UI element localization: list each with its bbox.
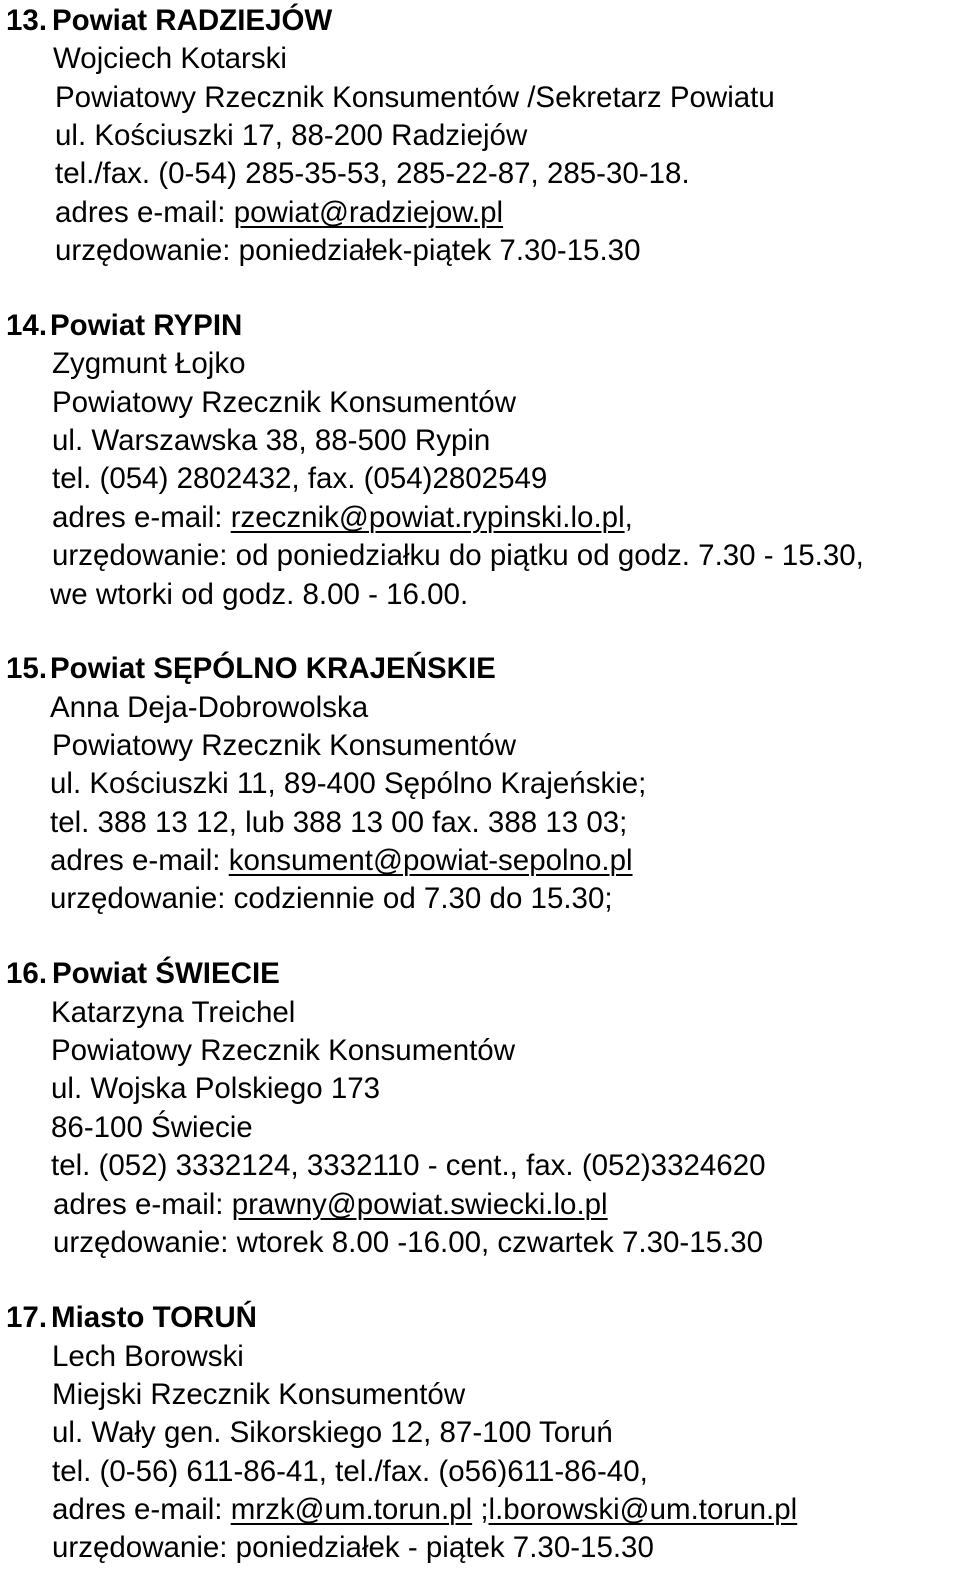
entry-number: 16. xyxy=(6,957,48,990)
email-link[interactable]: rzecznik@powiat.rypinski.lo.pl xyxy=(230,501,625,534)
entry-title: Powiat RYPIN xyxy=(50,309,243,342)
contact-email-line xyxy=(50,842,633,880)
contact-name: Anna Deja-Dobrowolska xyxy=(50,691,369,724)
email-link[interactable]: prawny@powiat.swiecki.lo.pl xyxy=(231,1188,608,1221)
contact-role: Miejski Rzecznik Konsumentów xyxy=(52,1378,466,1411)
entry-title: Powiat ŚWIECIE xyxy=(52,957,280,990)
office-hours: urzędowanie: od poniedziałku do piątku od godz. 7.30 - 15.30, xyxy=(52,539,864,572)
office-hours: urzędowanie: poniedziałek - piątek 7.30-15.30 xyxy=(52,1531,654,1564)
contact-phone: tel. 388 13 12, lub 388 13 00 fax. 388 13 03; xyxy=(50,806,628,839)
entry-number: 15. xyxy=(6,652,48,685)
email-label: adres e-mail: xyxy=(52,501,231,534)
email-link[interactable]: powiat@radziejow.pl xyxy=(233,196,504,229)
contact-name: Wojciech Kotarski xyxy=(53,42,287,75)
contact-email-line xyxy=(55,194,503,232)
contact-address-city: 86-100 Świecie xyxy=(51,1111,253,1144)
contact-email-line xyxy=(53,1186,608,1224)
contact-address: ul. Wojska Polskiego 173 xyxy=(51,1072,381,1105)
email-link-secondary[interactable]: l.borowski@um.torun.pl xyxy=(488,1493,798,1526)
email-label: adres e-mail: xyxy=(50,844,229,877)
entry-number: 17. xyxy=(6,1301,48,1334)
contact-address: ul. Wały gen. Sikorskiego 12, 87-100 Toruń xyxy=(52,1416,613,1449)
office-hours: urzędowanie: codziennie od 7.30 do 15.30; xyxy=(50,882,613,915)
entry-number: 13. xyxy=(6,4,48,37)
entry-title: Powiat SĘPÓLNO KRAJEŃSKIE xyxy=(50,652,496,685)
contact-address: ul. Kościuszki 17, 88-200 Radziejów xyxy=(55,119,528,152)
contact-name: Katarzyna Treichel xyxy=(51,996,296,1029)
contact-email-line xyxy=(52,499,633,537)
contact-name: Lech Borowski xyxy=(52,1340,244,1373)
contact-name: Zygmunt Łojko xyxy=(52,347,246,380)
contact-phone: tel. (054) 2802432, fax. (054)2802549 xyxy=(52,462,548,495)
contact-phone: tel. (052) 3332124, 3332110 - cent., fax. (052)3324620 xyxy=(51,1149,766,1182)
contact-role: Powiatowy Rzecznik Konsumentów xyxy=(52,386,517,419)
email-link[interactable]: konsument@powiat-sepolno.pl xyxy=(228,844,633,877)
entry-title: Miasto TORUŃ xyxy=(51,1301,257,1334)
contact-email-line xyxy=(52,1491,797,1529)
contact-role: Powiatowy Rzecznik Konsumentów /Sekretarz Powiatu xyxy=(55,81,775,114)
office-hours-extra: we wtorki od godz. 8.00 - 16.00. xyxy=(50,578,469,611)
contact-address: ul. Kościuszki 11, 89-400 Sępólno Krajeńskie; xyxy=(50,767,647,800)
entry-title: Powiat RADZIEJÓW xyxy=(52,4,333,37)
email-suffix: , xyxy=(624,501,633,534)
email-label: adres e-mail: xyxy=(52,1493,231,1526)
email-link[interactable]: mrzk@um.torun.pl xyxy=(230,1493,473,1526)
contact-address: ul. Warszawska 38, 88-500 Rypin xyxy=(52,424,491,457)
contact-phone: tel./fax. (0-54) 285-35-53, 285-22-87, 285-30-18. xyxy=(55,157,690,190)
email-label: adres e-mail: xyxy=(53,1188,232,1221)
contact-role: Powiatowy Rzecznik Konsumentów xyxy=(51,1034,516,1067)
entry-number: 14. xyxy=(6,309,48,342)
office-hours: urzędowanie: wtorek 8.00 -16.00, czwartek 7.30-15.30 xyxy=(53,1226,764,1259)
contact-phone: tel. (0-56) 611-86-41, tel./fax. (o56)611-86-40, xyxy=(52,1455,648,1488)
email-separator: ; xyxy=(472,1493,489,1526)
office-hours: urzędowanie: poniedziałek-piątek 7.30-15.30 xyxy=(55,234,641,267)
email-label: adres e-mail: xyxy=(55,196,234,229)
contact-role: Powiatowy Rzecznik Konsumentów xyxy=(52,729,517,762)
